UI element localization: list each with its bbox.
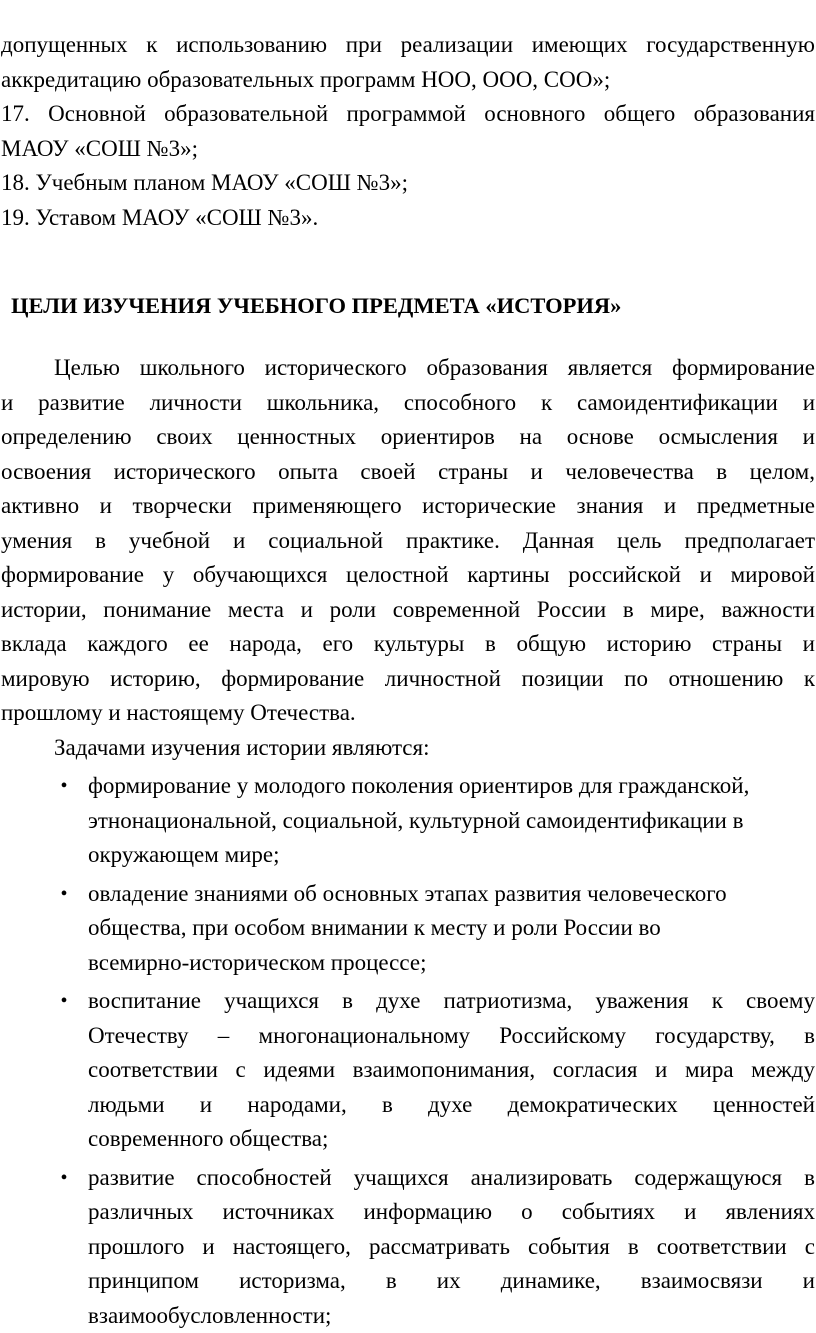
tasks-list [1, 769, 815, 1333]
task-line: людьми и народами, в духе демократических ценностей [88, 1088, 815, 1123]
paragraph-line: и развитие личности школьника, способного к самоидентификации и [1, 386, 815, 421]
bullet-icon: • [54, 984, 74, 1019]
task-line: соответствии с идеями взаимопонимания, согласия и мира между [88, 1053, 815, 1088]
bullet-icon: • [54, 1161, 74, 1196]
task-line: воспитание учащихся в духе патриотизма, уважения к своему [88, 984, 815, 1019]
task-item [1, 1161, 815, 1333]
section-heading: ЦЕЛИ ИЗУЧЕНИЯ УЧЕБНОГО ПРЕДМЕТА «ИСТОРИЯ» [1, 289, 815, 323]
task-line: принципом историзма, в их динамике, взаимосвязи и [88, 1264, 815, 1299]
intro-line: 17. Основной образовательной программой основного общего образования [1, 97, 815, 132]
paragraph-line: освоения исторического опыта своей страны и человечества в целом, [1, 455, 815, 490]
task-line: взаимообусловленности; [88, 1299, 815, 1333]
task-item [1, 769, 815, 873]
task-line: развитие способностей учащихся анализировать содержащуюся в [88, 1161, 815, 1196]
intro-line: 18. Учебным планом МАОУ «СОШ №3»; [1, 166, 815, 201]
task-item [1, 877, 815, 981]
task-line: прошлого и настоящего, рассматривать события в соответствии с [88, 1230, 815, 1265]
paragraph-line: умения в учебной и социальной практике. Данная цель предполагает [1, 524, 815, 559]
intro-list [1, 28, 815, 235]
goal-paragraph [1, 351, 815, 731]
intro-line: допущенных к использованию при реализации имеющих государственную [1, 28, 815, 63]
task-line: различных источниках информацию о событиях и явлениях [88, 1195, 815, 1230]
task-line: современного общества; [88, 1122, 815, 1157]
task-line: этнонациональной, социальной, культурной самоидентификации в [88, 804, 815, 839]
paragraph-line: Целью школьного исторического образования является формирование [1, 351, 815, 386]
task-line: окружающем мире; [88, 838, 815, 873]
intro-line: МАОУ «СОШ №3»; [1, 132, 815, 167]
bullet-icon: • [54, 769, 74, 804]
paragraph-line: активно и творчески применяющего исторические знания и предметные [1, 489, 815, 524]
intro-line: аккредитацию образовательных программ НОО, ООО, СОО»; [1, 63, 815, 98]
intro-line: 19. Уставом МАОУ «СОШ №3». [1, 201, 815, 236]
bullet-icon: • [54, 877, 74, 912]
paragraph-line: истории, понимание места и роли современной России в мире, важности [1, 593, 815, 628]
task-line: овладение знаниями об основных этапах развития человеческого [88, 877, 815, 912]
paragraph-line: мировую историю, формирование личностной позиции по отношению к [1, 662, 815, 697]
task-line: формирование у молодого поколения ориентиров для гражданской, [88, 769, 815, 804]
task-line: Отечеству – многонациональному Российскому государству, в [88, 1019, 815, 1054]
task-line: всемирно-историческом процессе; [88, 946, 815, 981]
paragraph-line: вклада каждого ее народа, его культуры в общую историю страны и [1, 627, 815, 662]
task-item [1, 984, 815, 1157]
paragraph-line: прошлому и настоящему Отечества. [1, 696, 815, 731]
tasks-title: Задачами изучения истории являются: [1, 731, 815, 766]
paragraph-line: определению своих ценностных ориентиров на основе осмысления и [1, 420, 815, 455]
task-line: общества, при особом внимании к месту и роли России во [88, 911, 815, 946]
paragraph-line: формирование у обучающихся целостной картины российской и мировой [1, 558, 815, 593]
